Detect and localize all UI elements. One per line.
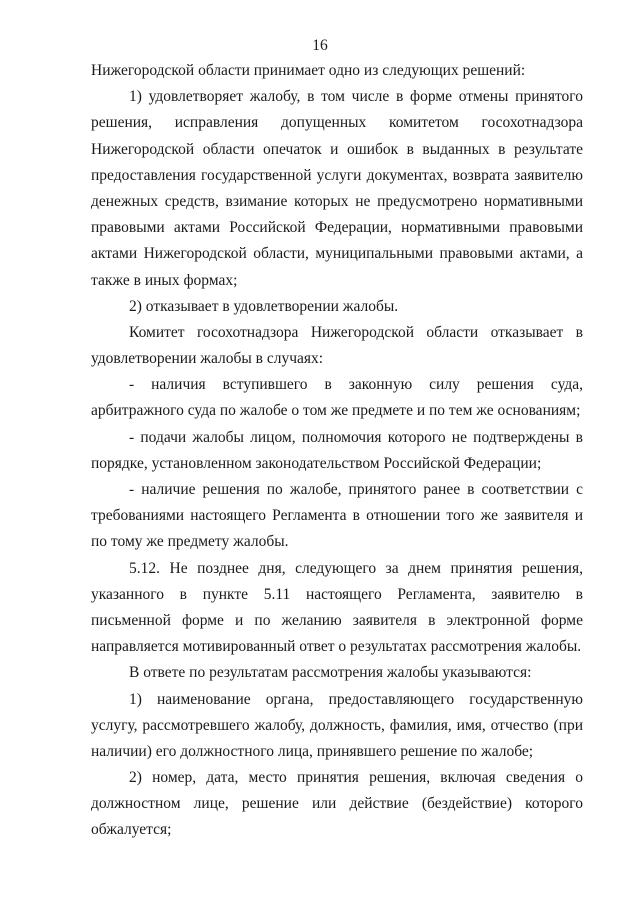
text-line: 1) наименование органа, предоставляющего государственную — [129, 690, 583, 708]
paragraph-refusal-case-1 — [91, 372, 583, 424]
text-line: письменной форме и по желанию заявителя в электронной форме — [91, 611, 583, 629]
text-line: арбитражного суда по жалобе о том же предмете и по тем же основаниям; — [91, 402, 581, 420]
paragraph-response-intro — [91, 660, 583, 686]
document-body — [91, 58, 583, 844]
text-line: - наличия вступившего в законную силу решения суда, — [129, 376, 583, 394]
text-line: Нижегородской области опечаток и ошибок в выданных в результате — [91, 140, 583, 158]
text-line: предоставления государственной услуги документах, возврата заявителю — [91, 166, 583, 184]
text-line: В ответе по результатам рассмотрения жалобы указываются: — [129, 664, 532, 682]
text-line: также в иных формах; — [91, 271, 238, 289]
paragraph-item-2 — [91, 294, 583, 320]
paragraph-refusal-case-2 — [91, 425, 583, 477]
paragraph-item-1 — [91, 84, 583, 294]
text-line: указанного в пункте 5.11 настоящего Регламента, заявителю в — [91, 585, 583, 603]
text-line: - наличие решения по жалобе, принятого ранее в соответствии с — [129, 481, 583, 498]
paragraph-refusal-intro — [91, 320, 583, 372]
text-line: 5.12. Не позднее дня, следующего за днем принятия решения, — [129, 559, 583, 577]
text-line: должностном лице, решение или действие (бездействие) которого — [91, 795, 583, 813]
text-line: - подачи жалобы лицом, полномочия которого не подтверждены в — [129, 428, 583, 446]
text-line: наличии) его должностного лица, принявшего решение по жалобе; — [91, 742, 534, 760]
text-line: Комитет госохотнадзора Нижегородской области отказывает в — [129, 323, 583, 341]
page-number: 16 — [312, 37, 328, 54]
text-line: Нижегородской области принимает одно из следующих решений: — [91, 62, 526, 79]
text-line: решения, исправления допущенных комитетом госохотнадзора — [91, 114, 583, 132]
text-line: обжалуется; — [91, 821, 172, 839]
text-line: требованиями настоящего Регламента в отношении того же заявителя и — [91, 507, 583, 525]
text-line: 2) отказывает в удовлетворении жалобы. — [129, 297, 399, 315]
text-line: 2) номер, дата, место принятия решения, включая сведения о — [129, 769, 583, 787]
text-line: правовыми актами Российской Федерации, нормативными правовыми — [91, 219, 583, 237]
text-line: направляется мотивированный ответ о результатах рассмотрения жалобы. — [91, 638, 582, 656]
text-line: актами Нижегородской области, муниципальными правовыми актами, а — [91, 245, 583, 263]
text-line: по тому же предмету жалобы. — [91, 533, 289, 551]
paragraph-response-item-2 — [91, 765, 583, 844]
paragraph-response-item-1 — [91, 687, 583, 766]
paragraph-refusal-case-3 — [91, 477, 583, 556]
text-line: 1) удовлетворяет жалобу, в том числе в форме отмены принятого — [129, 88, 583, 106]
text-line: удовлетворении жалобы в случаях: — [91, 350, 324, 368]
text-line: порядке, установленном законодательством Российской Федерации; — [91, 454, 542, 472]
text-line: услугу, рассмотревшего жалобу, должность, фамилия, имя, отчество (при — [91, 716, 583, 734]
paragraph-intro — [91, 58, 583, 84]
text-line: денежных средств, взимание которых не предусмотрено нормативными — [91, 192, 583, 210]
paragraph-5-12 — [91, 556, 583, 661]
